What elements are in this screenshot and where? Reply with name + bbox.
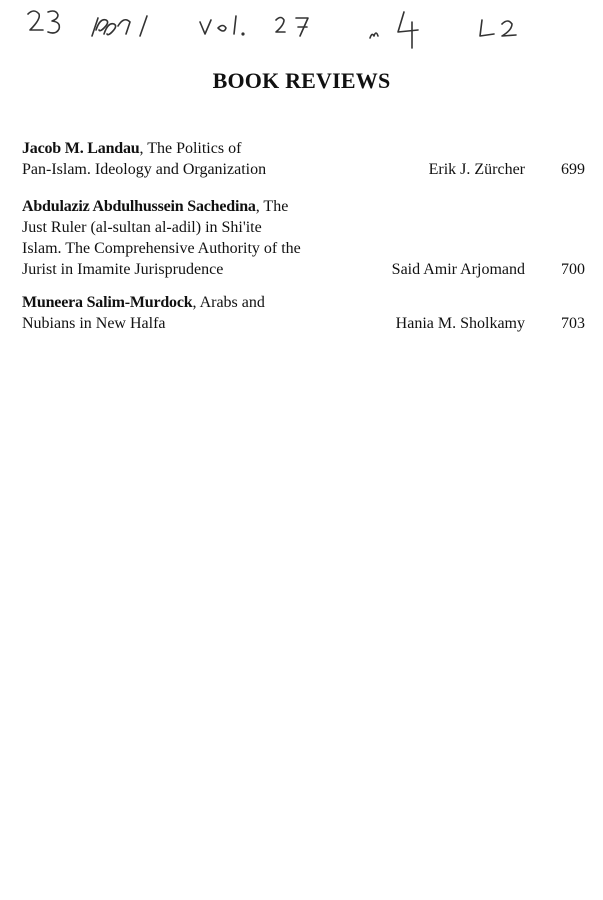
book-title-part: , The (255, 198, 289, 215)
handwritten-note-drawing (0, 0, 603, 60)
review-entry (22, 196, 587, 280)
review-entry (22, 138, 587, 180)
book-title-part: Jurist in Imamite Jurisprudence (22, 261, 224, 278)
reviewer-name: Erik J. Zürcher (428, 161, 525, 178)
review-entry (22, 292, 587, 334)
section-title: BOOK REVIEWS (212, 68, 391, 93)
entry-line (22, 217, 587, 238)
book-author: Jacob M. Landau (22, 140, 140, 157)
page-number: 699 (561, 161, 585, 178)
entry-line (22, 238, 587, 259)
entry-line (22, 138, 587, 159)
entry-line (22, 196, 587, 217)
page-number: 700 (561, 261, 585, 278)
entry-line (22, 159, 587, 180)
book-title-part: Just Ruler (al-sultan al-adil) in Shi'ite (22, 219, 262, 236)
page-number: 703 (561, 315, 585, 332)
book-title-part: Nubians in New Halfa (22, 315, 166, 332)
book-author: Muneera Salim-Murdock (22, 294, 193, 311)
handwritten-annotation (0, 0, 603, 60)
entry-line (22, 259, 587, 280)
reviewer-name: Hania M. Sholkamy (395, 315, 525, 332)
reviewer-name: Said Amir Arjomand (391, 261, 525, 278)
book-author: Abdulaziz Abdulhussein Sachedina (22, 198, 256, 215)
entry-line (22, 292, 587, 313)
entry-line (22, 313, 587, 334)
book-title-part: , The Politics of (139, 140, 242, 157)
book-title-part: , Arabs and (192, 294, 265, 311)
book-title-part: Islam. The Comprehensive Authority of the (22, 240, 301, 257)
book-title-part: Pan-Islam. Ideology and Organization (22, 161, 267, 178)
